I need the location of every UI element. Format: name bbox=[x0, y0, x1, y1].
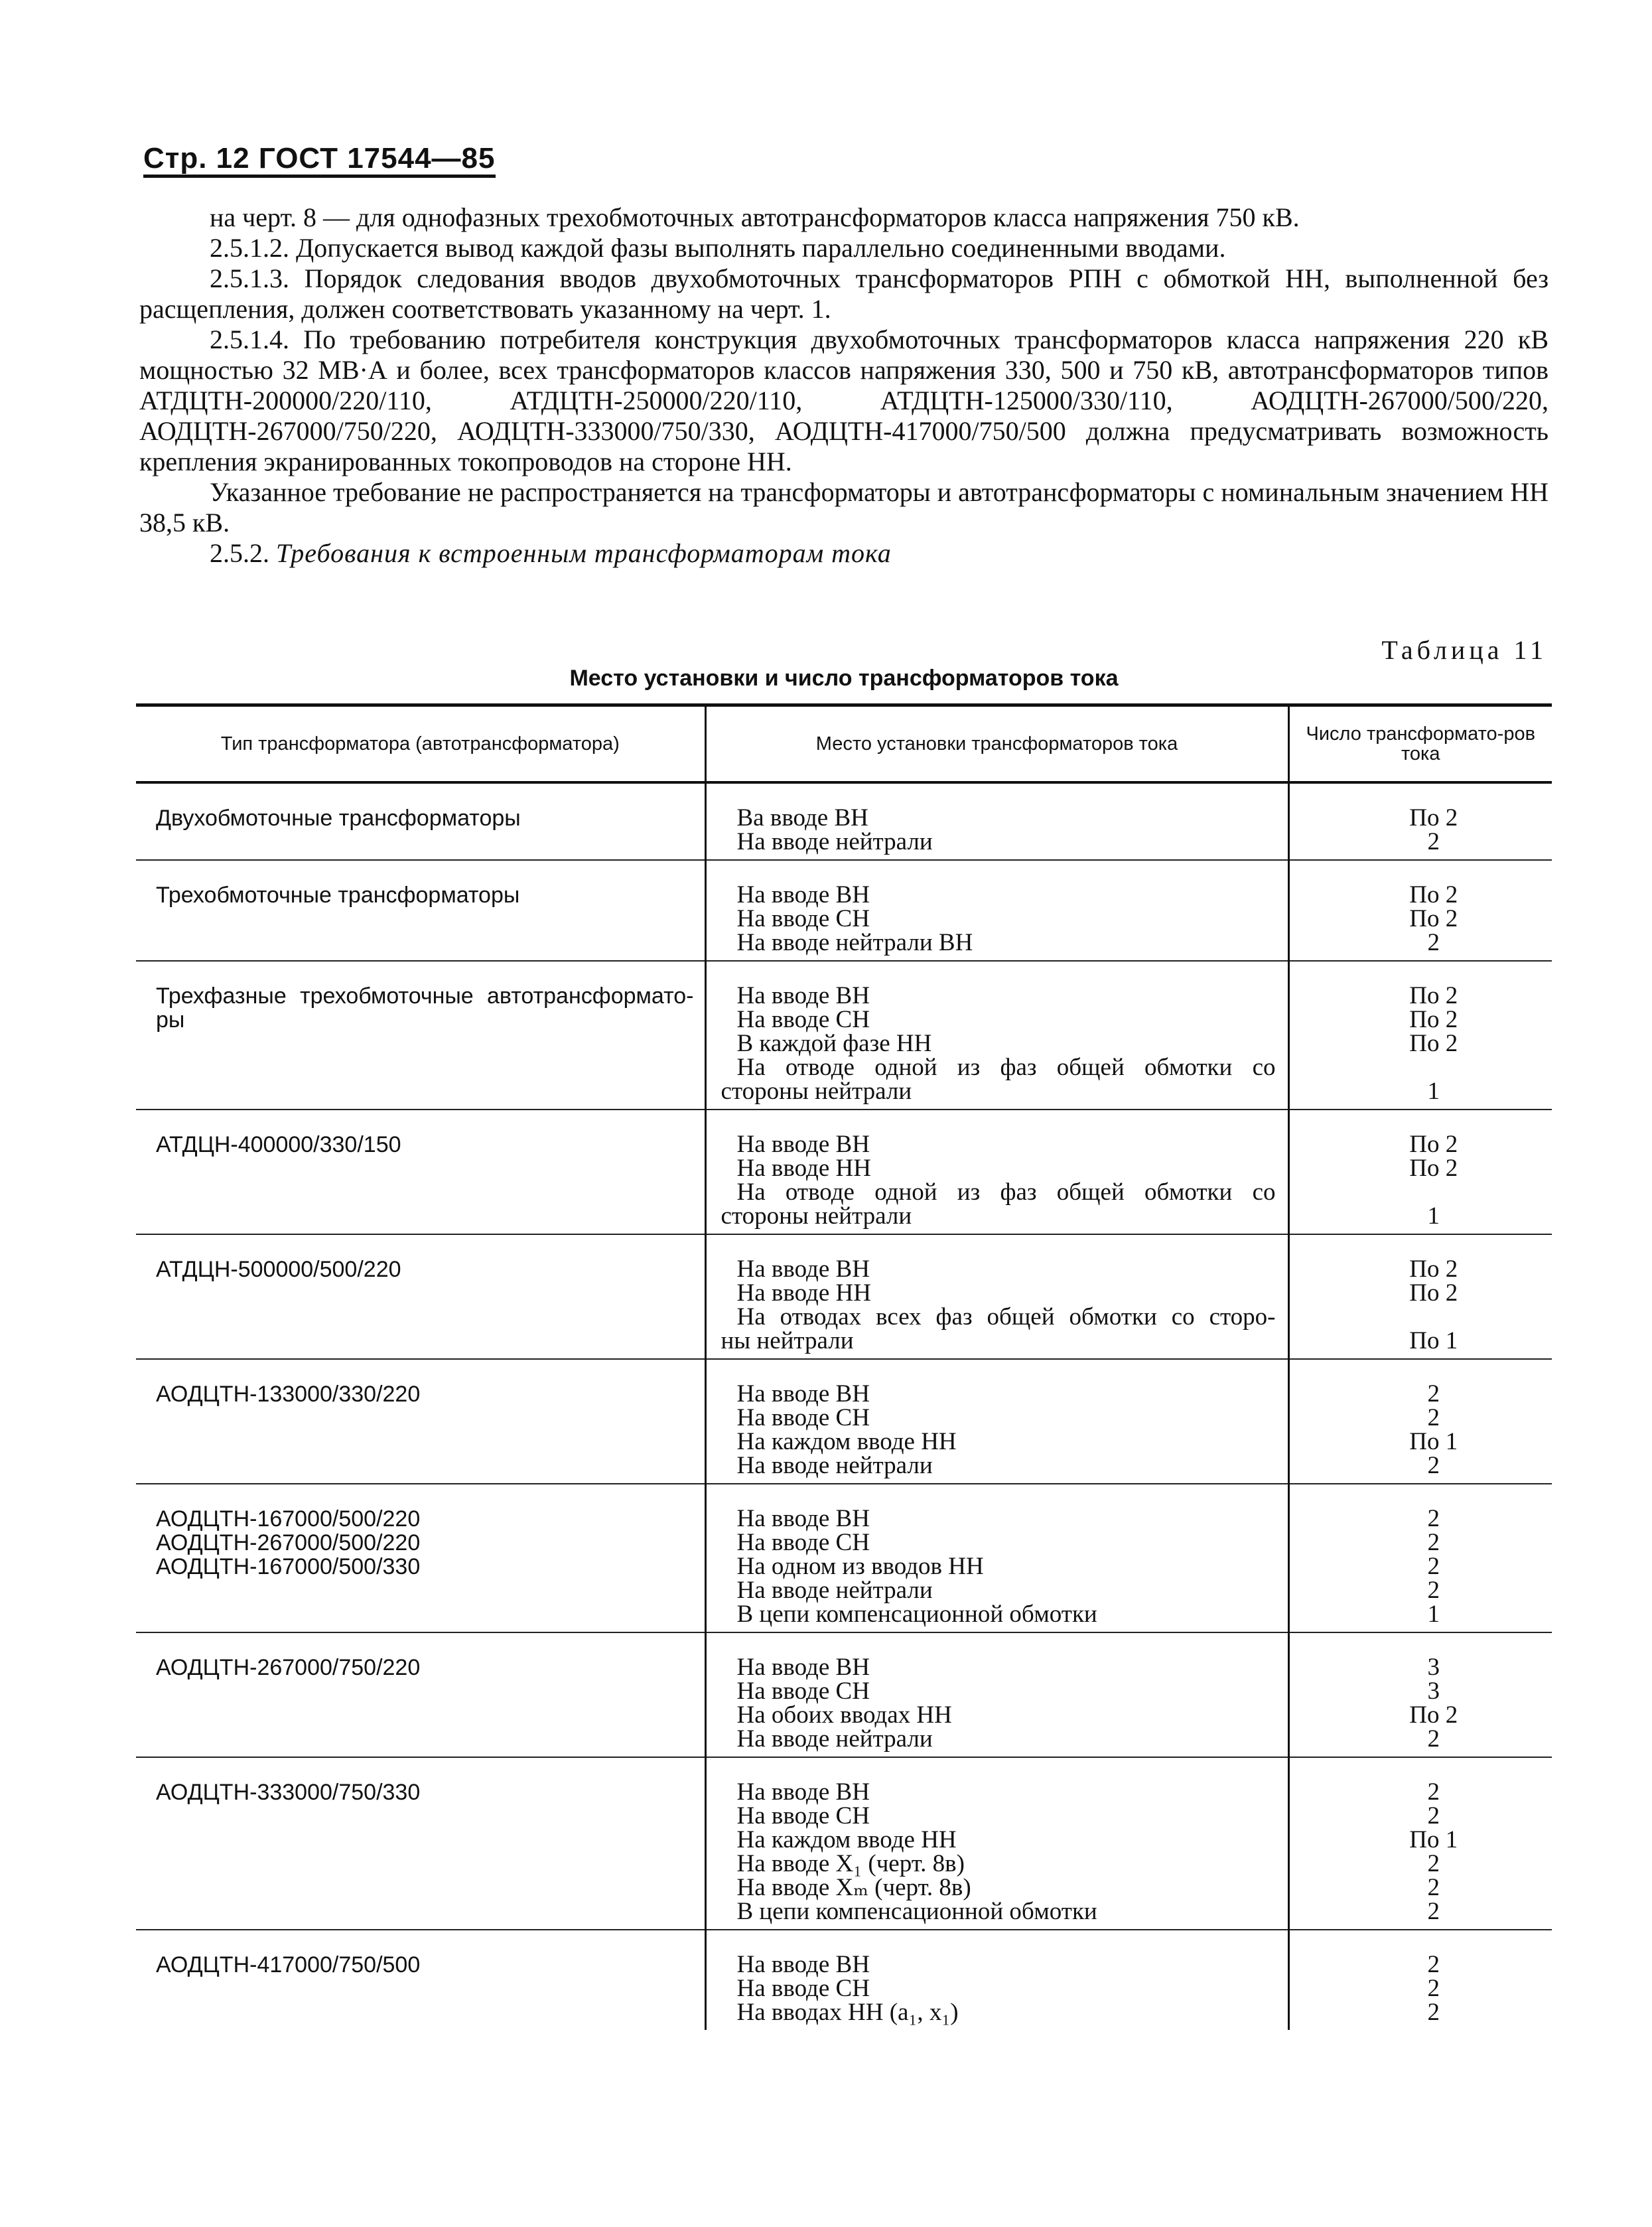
place-line: На каждом вводе НН bbox=[736, 1428, 957, 1455]
header-count: Число трансформато-ров тока bbox=[1288, 705, 1552, 783]
count-line: 2 bbox=[1427, 828, 1440, 855]
cell-type bbox=[136, 1930, 705, 2030]
place-line: На вводе X₁ (черт. 8в) bbox=[736, 1850, 965, 1877]
paragraph-2-5-1-2: 2.5.1.2. Допускается вывод каждой фазы выполнять параллельно соединенными вводами. bbox=[210, 233, 1226, 263]
count-line: 2 bbox=[1427, 1404, 1440, 1431]
cell-count bbox=[1288, 1110, 1552, 1234]
cell-place bbox=[705, 1930, 1288, 2030]
type-line: АОДЦТН-267000/750/220 bbox=[156, 1655, 421, 1680]
place-line: Ва вводе ВН bbox=[736, 804, 868, 831]
count-line: 2 bbox=[1427, 1778, 1440, 1806]
type-line: АОДЦТН-167000/500/220 bbox=[156, 1506, 421, 1532]
count-line: 2 bbox=[1427, 1577, 1440, 1604]
count-line bbox=[1316, 1056, 1552, 1080]
count-line: По 2 bbox=[1409, 1006, 1458, 1033]
count-line: По 2 bbox=[1409, 804, 1458, 831]
cell-count bbox=[1288, 1930, 1552, 2030]
place-line: На вводе СН bbox=[736, 1006, 870, 1033]
place-line: На вводе нейтрали bbox=[736, 1452, 933, 1479]
cell-type bbox=[136, 961, 705, 1110]
type-line: ры bbox=[156, 1007, 185, 1033]
place-line: На вводе ВН bbox=[736, 1654, 870, 1681]
cell-type bbox=[136, 1359, 705, 1484]
table-row bbox=[136, 1359, 1552, 1484]
cell-place bbox=[705, 1484, 1288, 1632]
count-line: 2 bbox=[1427, 1725, 1440, 1753]
place-line: На вводах НН (a₁, x₁) bbox=[736, 1999, 959, 2026]
count-line: 3 bbox=[1427, 1678, 1440, 1705]
count-line: По 2 bbox=[1409, 881, 1458, 908]
cell-type bbox=[136, 1632, 705, 1757]
place-line: стороны нейтрали bbox=[721, 1078, 912, 1105]
cell-place bbox=[705, 1359, 1288, 1484]
place-line: ны нейтрали bbox=[721, 1327, 854, 1354]
table-row bbox=[136, 961, 1552, 1110]
table-label: Таблица 11 bbox=[1381, 635, 1547, 665]
count-line: По 1 bbox=[1409, 1826, 1458, 1853]
table-row bbox=[136, 1632, 1552, 1757]
table-row bbox=[136, 1484, 1552, 1632]
count-line: По 2 bbox=[1409, 1256, 1458, 1283]
cell-count bbox=[1288, 1484, 1552, 1632]
count-line: По 1 bbox=[1409, 1327, 1458, 1354]
place-line: На вводе нейтрали bbox=[736, 1577, 933, 1604]
count-line: 2 bbox=[1427, 1951, 1440, 1978]
place-line: На вводе нейтрали ВН bbox=[736, 929, 973, 956]
place-line: На вводе СН bbox=[736, 1404, 870, 1431]
type-line: АОДЦТН-267000/500/220 bbox=[156, 1530, 421, 1555]
cell-count bbox=[1288, 961, 1552, 1110]
place-line: В цепи компенсационной обмотки bbox=[736, 1898, 1097, 1925]
place-line: На отводе одной из фаз общей обмотки со bbox=[736, 1179, 1276, 1206]
place-line: На вводе НН bbox=[736, 1155, 871, 1182]
header-type: Тип трансформатора (автотрансформатора) bbox=[136, 705, 705, 783]
count-line: 2 bbox=[1427, 929, 1440, 956]
count-line: 2 bbox=[1427, 1553, 1440, 1580]
cell-place bbox=[705, 860, 1288, 961]
place-line: На одном из вводов НН bbox=[736, 1553, 984, 1580]
cell-place bbox=[705, 1234, 1288, 1359]
count-line: 1 bbox=[1427, 1078, 1440, 1105]
place-line: На вводе СН bbox=[736, 1678, 870, 1705]
cell-type bbox=[136, 1757, 705, 1930]
type-line: АОДЦТН-133000/330/220 bbox=[156, 1382, 421, 1407]
header-underlined bbox=[143, 142, 496, 178]
place-line: На вводе ВН bbox=[736, 1380, 870, 1407]
type-line: Двухобмоточные трансформаторы bbox=[156, 806, 521, 831]
cell-type bbox=[136, 1484, 705, 1632]
count-line: По 2 bbox=[1409, 1701, 1458, 1729]
place-line: На вводе нейтрали bbox=[736, 828, 933, 855]
transformer-table bbox=[136, 703, 1552, 2030]
place-line: На вводе ВН bbox=[736, 1505, 870, 1532]
count-line bbox=[1316, 1305, 1552, 1329]
place-line: На каждом вводе НН bbox=[736, 1826, 957, 1853]
place-line: На отводе одной из фаз общей обмотки со bbox=[736, 1054, 1276, 1081]
count-line: 2 bbox=[1427, 1802, 1440, 1830]
paragraph-2-5-1-3: 2.5.1.3. Порядок следования вводов двухобмоточных трансформаторов РПН с обмоткой НН, выполненной без расщепления, должен соответствовать указанному на черт. 1. bbox=[139, 263, 1549, 324]
table-header-row bbox=[136, 705, 1552, 783]
count-line: По 2 bbox=[1409, 1155, 1458, 1182]
cell-place bbox=[705, 782, 1288, 860]
table-row bbox=[136, 860, 1552, 961]
paragraph-exception: Указанное требование не распространяется на трансформаторы и автотрансформаторы с номинальным значением НН 38,5 кВ. bbox=[139, 477, 1549, 538]
place-line: На вводе ВН bbox=[736, 881, 870, 908]
place-line: На вводе ВН bbox=[736, 982, 870, 1009]
place-line: На вводе ВН bbox=[736, 1778, 870, 1806]
type-line: Трехобмоточные трансформаторы bbox=[156, 883, 520, 908]
table-body bbox=[136, 782, 1552, 2030]
table-row bbox=[136, 1930, 1552, 2030]
table-row bbox=[136, 782, 1552, 860]
cell-count bbox=[1288, 1632, 1552, 1757]
count-line: По 2 bbox=[1409, 1131, 1458, 1158]
place-line: На отводах всех фаз общей обмотки со сторо- bbox=[736, 1303, 1276, 1330]
type-line: Трехфазные трехобмоточные автотрансформато- bbox=[156, 983, 694, 1009]
cell-type bbox=[136, 860, 705, 961]
count-line: 3 bbox=[1427, 1654, 1440, 1681]
place-line: На вводе СН bbox=[736, 905, 870, 932]
place-line: На вводе нейтрали bbox=[736, 1725, 933, 1753]
cell-place bbox=[705, 1757, 1288, 1930]
cell-count bbox=[1288, 1757, 1552, 1930]
page-number: Стр. 12 bbox=[143, 142, 250, 175]
section-title: Требования к встроенным трансформаторам тока bbox=[276, 538, 892, 568]
count-line: По 2 bbox=[1409, 1030, 1458, 1057]
table-row bbox=[136, 1757, 1552, 1930]
count-line: 2 bbox=[1427, 1898, 1440, 1925]
cell-count bbox=[1288, 1234, 1552, 1359]
place-line: На обоих вводах НН bbox=[736, 1701, 952, 1729]
count-line: 2 bbox=[1427, 1850, 1440, 1877]
cell-count bbox=[1288, 782, 1552, 860]
cell-type bbox=[136, 1234, 705, 1359]
place-line: На вводе Xₘ (черт. 8в) bbox=[736, 1874, 971, 1901]
place-line: На вводе ВН bbox=[736, 1951, 870, 1978]
place-line: На вводе СН bbox=[736, 1975, 870, 2002]
count-line bbox=[1316, 1181, 1552, 1204]
cell-type bbox=[136, 1110, 705, 1234]
count-line: 2 bbox=[1427, 1975, 1440, 2002]
place-line: В каждой фазе НН bbox=[736, 1030, 932, 1057]
table-row bbox=[136, 1234, 1552, 1359]
count-line: По 1 bbox=[1409, 1428, 1458, 1455]
page-header bbox=[143, 142, 496, 179]
type-line: АОДЦТН-417000/750/500 bbox=[156, 1952, 421, 1977]
cell-place bbox=[705, 1632, 1288, 1757]
count-line: По 2 bbox=[1409, 1279, 1458, 1307]
type-line: АОДЦТН-333000/750/330 bbox=[156, 1780, 421, 1805]
count-line: 2 bbox=[1427, 1380, 1440, 1407]
count-line: 2 bbox=[1427, 1999, 1440, 2026]
count-line: 2 bbox=[1427, 1874, 1440, 1901]
type-line: АОДЦТН-167000/500/330 bbox=[156, 1554, 421, 1579]
table-row bbox=[136, 1110, 1552, 1234]
count-line: 2 bbox=[1427, 1529, 1440, 1556]
standard-number: ГОСТ 17544—85 bbox=[258, 142, 496, 175]
section-heading bbox=[139, 538, 1549, 569]
section-number: 2.5.2. bbox=[210, 538, 269, 568]
count-line: По 2 bbox=[1409, 982, 1458, 1009]
place-line: В цепи компенсационной обмотки bbox=[736, 1601, 1097, 1628]
cell-count bbox=[1288, 860, 1552, 961]
count-line: По 2 bbox=[1409, 905, 1458, 932]
cell-place bbox=[705, 961, 1288, 1110]
place-line: На вводе НН bbox=[736, 1279, 871, 1307]
count-line: 2 bbox=[1427, 1452, 1440, 1479]
place-line: На вводе ВН bbox=[736, 1131, 870, 1158]
paragraph-continuation: на черт. 8 — для однофазных трехобмоточных автотрансформаторов класса напряжения 750 кВ. bbox=[210, 202, 1300, 232]
table-11 bbox=[136, 703, 1552, 2030]
type-line: АТДЦН-400000/330/150 bbox=[156, 1132, 401, 1157]
place-line: На вводе СН bbox=[736, 1529, 870, 1556]
count-line: 1 bbox=[1427, 1601, 1440, 1628]
count-line: 1 bbox=[1427, 1202, 1440, 1230]
cell-type bbox=[136, 782, 705, 860]
count-line: 2 bbox=[1427, 1505, 1440, 1532]
place-line: На вводе СН bbox=[736, 1802, 870, 1830]
table-header bbox=[136, 705, 1552, 783]
cell-count bbox=[1288, 1359, 1552, 1484]
paragraph-2-5-1-4: 2.5.1.4. По требованию потребителя конструкция двухобмоточных трансформаторов класса напряжения 220 кВ мощностью 32 МВ·А и более, всех трансформаторов классов напряжения 330, 500 и 750 кВ, автотрансформаторов типов АТДЦТН-200000/220/110, АТДЦТН-250000/220/110, АТДЦТН-125000/330/110, АОДЦТН-267000/500/220, АОДЦТН-267000/750/220, АОДЦТН-333000/750/330, АОДЦТН-417000/750/500 должна предусматривать возможность крепления экранированных токопроводов на стороне НН. bbox=[139, 324, 1549, 476]
body-text bbox=[139, 202, 1549, 569]
header-place: Место установки трансформаторов тока bbox=[705, 705, 1288, 783]
table-caption: Место установки и число трансформаторов тока bbox=[569, 666, 1119, 691]
cell-place bbox=[705, 1110, 1288, 1234]
place-line: стороны нейтрали bbox=[721, 1202, 912, 1230]
place-line: На вводе ВН bbox=[736, 1256, 870, 1283]
type-line: АТДЦН-500000/500/220 bbox=[156, 1257, 401, 1282]
